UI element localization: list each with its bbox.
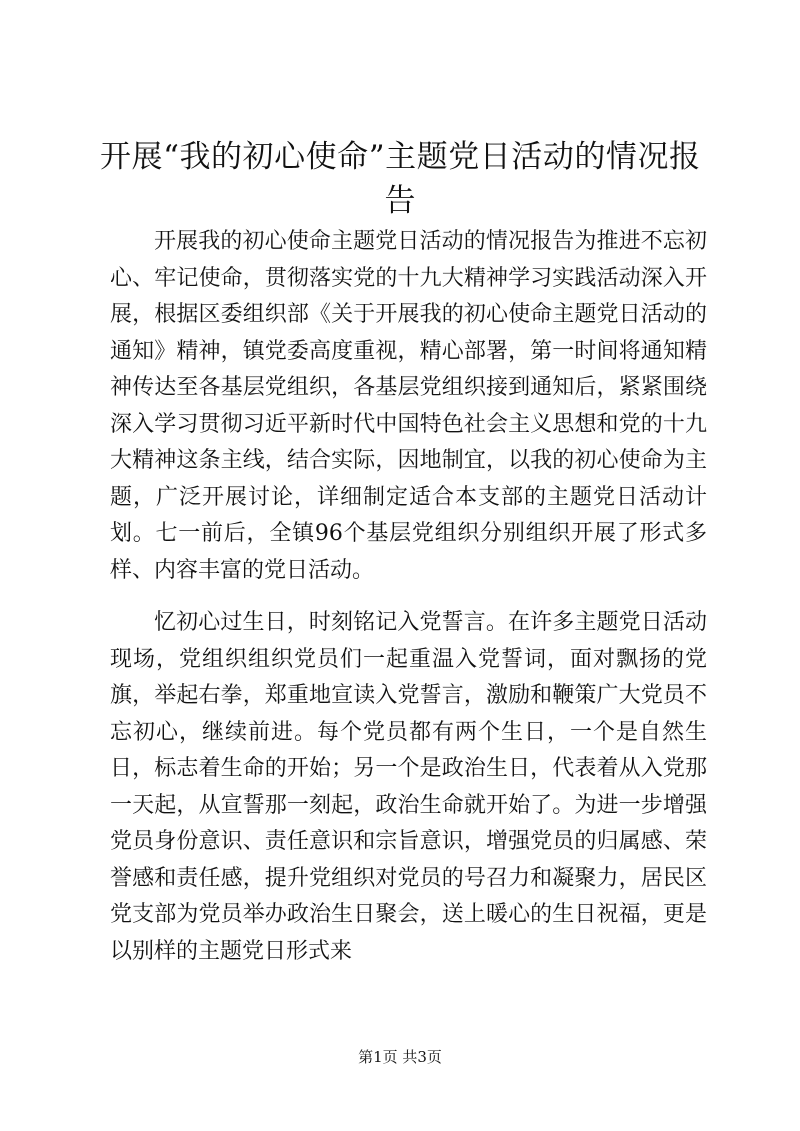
- paragraph-2: 忆初心过生日，时刻铭记入党誓言。在许多主题党日活动现场，党组织组织党员们一起重温入党誓词，面对飘扬的党旗，举起右拳，郑重地宣读入党誓言，激励和鞭策广大党员不忘初心，继续前进。每个党员都有两个生日，一个是自然生日，标志着生命的开始；另一个是政治生日，代表着从入党那一天起，从宣誓那一刻起，政治生命就开始了。为进一步增强党员身份意识、责任意识和宗旨意识，增强党员的归属感、荣誉感和责任感，提升党组织对党员的号召力和凝聚力，居民区党支部为党员举办政治生日聚会，送上暖心的生日祝福，更是以别样的主题党日形式来: [110, 610, 707, 964]
- document-title: 开展“我的初心使命”主题党日活动的情况报告: [100, 139, 700, 219]
- document-body: [110, 224, 707, 970]
- paragraph-1: 开展我的初心使命主题党日活动的情况报告为推进不忘初心、牢记使命，贯彻落实党的十九大精神学习实践活动深入开展，根据区委组织部《关于开展我的初心使命主题党日活动的通知》精神，镇党委高度重视，精心部署，第一时间将通知精神传达至各基层党组织，各基层党组织接到通知后，紧紧围绕深入学习贯彻习近平新时代中国特色社会主义思想和党的十九大精神这条主线，结合实际，因地制宜，以我的初心使命为主题，广泛开展讨论，详细制定适合本支部的主题党日活动计划。七一前后，全镇96个基层党组织分别组织开展了形式多样、内容丰富的党日活动。: [110, 229, 707, 583]
- page-footer: 第1页 共3页: [358, 1048, 442, 1066]
